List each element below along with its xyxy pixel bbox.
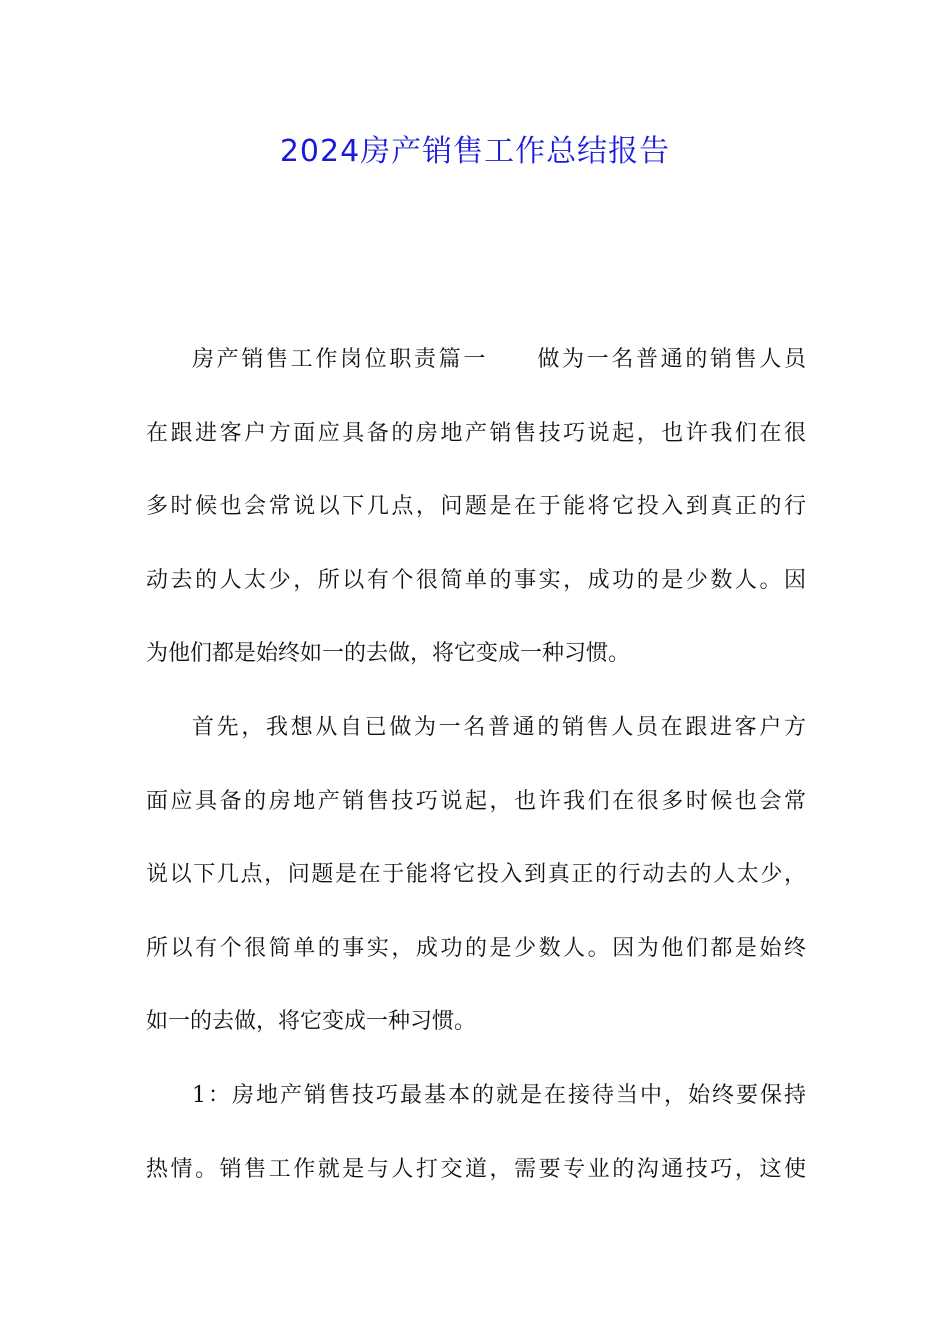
paragraph-3-line-2: 热情。销售工作就是与人打交道，需要专业的沟通技巧，这使 [146,1156,806,1182]
paragraph-2-line-1: 首先，我想从自已做为一名普通的销售人员在跟进客户方 [192,714,806,740]
paragraph-1-line-5: 为他们都是始终如一的去做，将它变成一种习惯。 [146,641,631,667]
paragraph-1-line-4: 动去的人太少，所以有个很简单的事实，成功的是少数人。因 [146,567,806,593]
paragraph-2-line-2: 面应具备的房地产销售技巧说起，也许我们在很多时候也会常 [146,788,806,814]
paragraph-2-line-4: 所以有个很简单的事实，成功的是少数人。因为他们都是始终 [146,935,806,961]
paragraph-2-line-3: 说以下几点，问题是在于能将它投入到真正的行动去的人太少， [146,862,806,888]
paragraph-1-line-1: 房产销售工作岗位职责篇一 做为一名普通的销售人员 [192,347,806,372]
paragraph-3-line-1: 1：房地产销售技巧最基本的就是在接待当中，始终要保持 [192,1082,806,1108]
document-title: 2024房产销售工作总结报告 [279,134,671,169]
paragraph-2-line-5: 如一的去做，将它变成一种习惯。 [146,1009,477,1035]
paragraph-1-line-2: 在跟进客户方面应具备的房地产销售技巧说起，也许我们在很 [146,420,806,446]
paragraph-1-line-3: 多时候也会常说以下几点，问题是在于能将它投入到真正的行 [146,494,806,520]
document-body [146,335,806,1218]
